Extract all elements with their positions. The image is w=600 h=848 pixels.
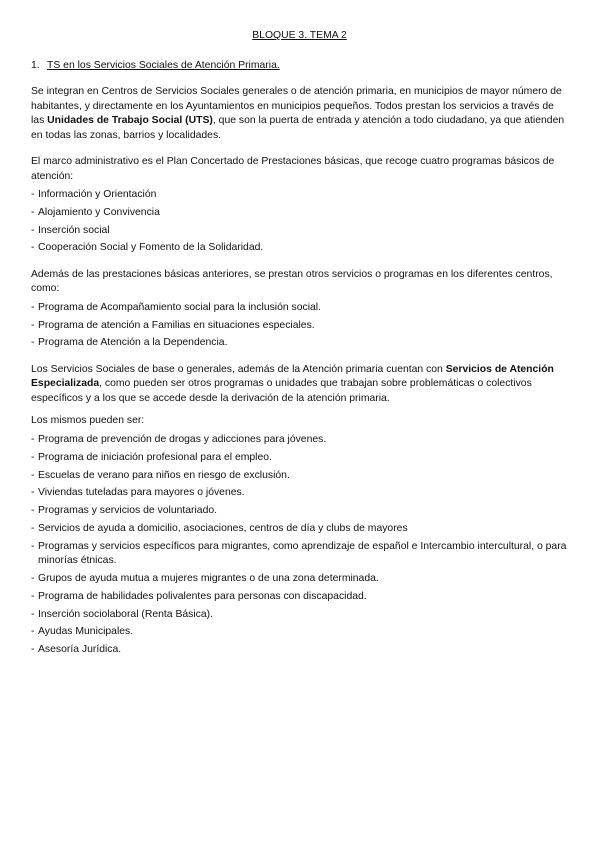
list-item: - Servicios de ayuda a domicilio, asociaciones, centros de día y clubs de mayores [31, 522, 568, 537]
other-programs-list [31, 301, 568, 351]
paragraph-plan-concertado: El marco administrativo es el Plan Concertado de Prestaciones básicas, que recoge cuatro programas básicos de atención: [31, 156, 555, 182]
bold-term-specialized: Servicios de Atención Especializada [31, 363, 554, 390]
paragraph-text: , como pueden ser otros programas o unidades que trabajan sobre problemáticas o colectivos específicos y a los que se accede desde la derivación de la atención primaria. [31, 378, 532, 404]
document-title: BLOQUE 3. TEMA 2 [252, 30, 347, 41]
list-item: - Viviendas tuteladas para mayores o jóvenes. [31, 486, 568, 501]
bold-term-uts: Unidades de Trabajo Social (UTS) [47, 115, 213, 126]
section-heading-text: TS en los Servicios Sociales de Atención Primaria. [47, 59, 280, 71]
paragraph-list-intro: Los mismos pueden ser: [31, 415, 145, 427]
list-item: - Programa de Atención a la Dependencia. [31, 336, 568, 351]
list-item: - Grupos de ayuda mutua a mujeres migrantes o de una zona determinada. [31, 572, 568, 587]
paragraph-uts [31, 85, 568, 143]
list-item: - Inserción sociolaboral (Renta Básica). [31, 608, 568, 623]
list-item: - Escuelas de verano para niños en riesgo de exclusión. [31, 469, 568, 484]
paragraph-text: Se integran en Centros de Servicios Sociales generales o de atención primaria, en municipios de mayor número de habitantes, y directamente en los Ayuntamientos en municipios pequeños. Todos prestan los servicios a través de las [31, 86, 562, 126]
list-item: - Programa de prevención de drogas y adicciones para jóvenes. [31, 433, 568, 448]
section-number: 1. [31, 59, 40, 71]
list-item: - Cooperación Social y Fomento de la Solidaridad. [31, 241, 568, 256]
paragraph-other-services: Además de las prestaciones básicas anteriores, se prestan otros servicios o programas en los diferentes centros, como: [31, 268, 553, 295]
list-item: - Información y Orientación [31, 188, 568, 203]
paragraph-text: , que son la puerta de entrada y atención a todo ciudadano, ya que atienden en todas las zonas, barrios y localidades. [31, 115, 565, 141]
list-item: - Asesoría Jurídica. [31, 643, 568, 658]
list-item: - Ayudas Municipales. [31, 625, 568, 640]
specialized-programs-list [31, 433, 568, 658]
list-item: - Alojamiento y Convivencia [31, 206, 568, 221]
list-item: - Programas y servicios específicos para migrantes, como aprendizaje de español e Intercambio intercultural, o para minorías étnicas. [31, 540, 568, 569]
basic-programs-list [31, 188, 568, 256]
list-item: - Programa de habilidades polivalentes para personas con discapacidad. [31, 590, 568, 605]
list-item: - Programas y servicios de voluntariado. [31, 504, 568, 519]
paragraph-specialized [31, 363, 568, 407]
paragraph-text: Los Servicios Sociales de base o generales, además de la Atención primaria cuentan con [31, 363, 446, 375]
list-item: - Programa de iniciación profesional para el empleo. [31, 451, 568, 466]
list-item: - Programa de Acompañamiento social para la inclusión social. [31, 301, 568, 316]
section-heading [31, 59, 568, 74]
list-item: - Inserción social [31, 224, 568, 239]
list-item: - Programa de atención a Familias en situaciones especiales. [31, 319, 568, 334]
